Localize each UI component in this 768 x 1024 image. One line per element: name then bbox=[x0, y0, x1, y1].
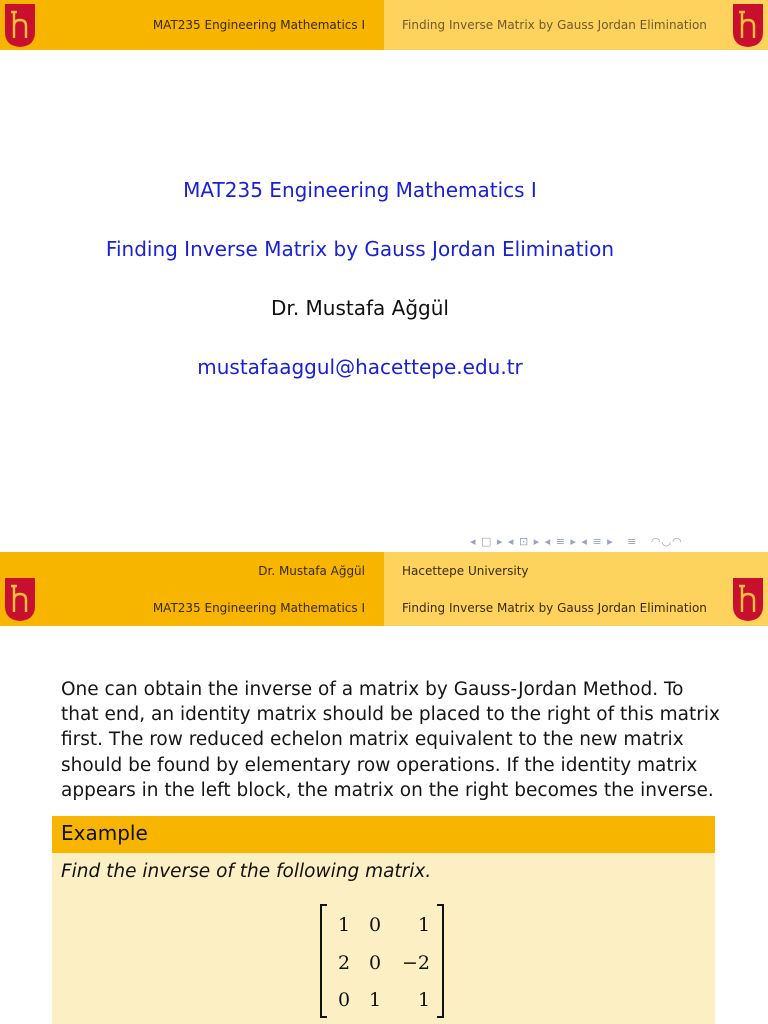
example-block-title bbox=[52, 816, 715, 853]
header-topic: Finding Inverse Matrix by Gauss Jordan Elimination bbox=[402, 18, 707, 32]
header-course: MAT235 Engineering Mathematics I bbox=[152, 600, 365, 615]
matrix-cell: 0 bbox=[369, 952, 382, 974]
matrix-cell: 1 bbox=[338, 914, 351, 936]
footer-author: Dr. Mustafa Ağgül bbox=[258, 563, 365, 578]
matrix-left-bracket bbox=[320, 904, 327, 1018]
matrix-cell: 2 bbox=[338, 952, 351, 974]
matrix-right-bracket bbox=[437, 904, 444, 1018]
matrix-cell: 1 bbox=[418, 989, 431, 1011]
beamer-navigation-icons[interactable]: ◂ □ ▸ ◂ ⊡ ▸ ◂ ≡ ▸ ◂ ≡ ▸ ≡ ◠◡◠ bbox=[470, 535, 683, 548]
hacettepe-logo-icon bbox=[731, 2, 765, 48]
presentation-author: Dr. Mustafa Ağgül bbox=[271, 296, 449, 320]
presentation-subtitle: Finding Inverse Matrix by Gauss Jordan Elimination bbox=[105, 237, 615, 261]
matrix-cell: −2 bbox=[402, 952, 431, 974]
matrix-cell: 1 bbox=[369, 989, 382, 1011]
matrix-cell: 1 bbox=[418, 914, 431, 936]
footer-institute: Hacettepe University bbox=[402, 563, 529, 578]
hacettepe-logo-icon bbox=[3, 2, 37, 48]
presentation-title: MAT235 Engineering Mathematics I bbox=[183, 178, 537, 202]
header-course: MAT235 Engineering Mathematics I bbox=[152, 18, 365, 32]
matrix-cell: 0 bbox=[338, 989, 351, 1011]
author-email-link[interactable]: mustafaaggul@hacettepe.edu.tr bbox=[197, 355, 523, 379]
matrix bbox=[320, 904, 444, 1018]
matrix-cell: 0 bbox=[369, 914, 382, 936]
intro-paragraph: One can obtain the inverse of a matrix by Gauss-Jordan Method. To that end, an identity matrix should be placed to the right of this matrix first. The row reduced echelon matrix equivalent to the new matrix should be found by elementary row operations. If the identity matrix appears in the left block, the matrix on the right becomes the inverse. bbox=[61, 679, 720, 801]
hacettepe-logo-icon bbox=[3, 576, 37, 622]
slide1-header-bar bbox=[0, 0, 768, 50]
example-text: Find the inverse of the following matrix. bbox=[61, 861, 432, 882]
example-title: Example bbox=[61, 821, 148, 845]
footer-header-bar bbox=[0, 552, 768, 626]
hacettepe-logo-icon bbox=[731, 576, 765, 622]
header-topic: Finding Inverse Matrix by Gauss Jordan Elimination bbox=[402, 600, 707, 615]
